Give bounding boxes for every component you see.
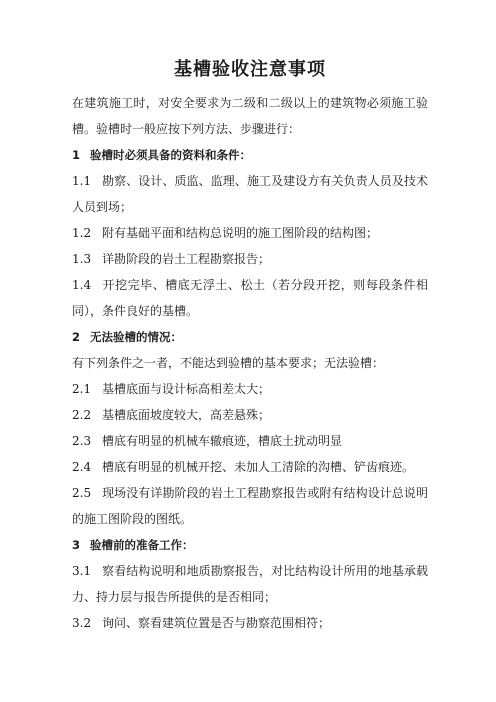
section-number: 2	[72, 330, 81, 344]
item-text: 基槽底面与设计标高相差太大；	[102, 382, 271, 396]
item-text: 勘察、设计、质监、监理、施工及建设方有关负责人员及技术人员到场；	[72, 174, 428, 214]
list-item	[72, 272, 428, 324]
item-text: 询问、察看建筑位置是否与勘察范围相符；	[102, 616, 331, 630]
item-text: 槽底有明显的机械开挖、未加人工清除的沟槽、铲齿痕迹。	[102, 460, 415, 474]
list-item	[72, 402, 428, 428]
item-number: 2.5	[72, 486, 92, 500]
section-lead: 有下列条件之一者，不能达到验槽的基本要求；无法验槽：	[72, 356, 385, 370]
list-item	[72, 220, 428, 246]
document-title: 基槽验收注意事项	[174, 59, 326, 80]
item-text: 附有基础平面和结构总说明的施工图阶段的结构图；	[102, 226, 379, 240]
item-number: 2.1	[72, 382, 92, 396]
intro-paragraph: 在建筑施工时，对安全要求为二级和二级以上的建筑物必须施工验槽。验槽时一般应按下列方法、步骤进行：	[72, 96, 428, 136]
list-item	[72, 454, 428, 480]
item-text: 详勘阶段的岩土工程勘察报告；	[102, 252, 271, 266]
list-item	[72, 246, 428, 272]
section-number: 1	[72, 148, 81, 162]
section-heading-text: 验槽时必须具备的资料和条件：	[90, 148, 251, 162]
list-item	[72, 558, 428, 610]
list-item	[72, 480, 428, 532]
section-heading-text: 验槽前的准备工作：	[90, 538, 194, 552]
list-item	[72, 428, 428, 454]
section-2-heading	[72, 324, 428, 350]
item-text: 槽底有明显的机械车辙痕迹，槽底土扰动明显	[102, 434, 343, 448]
item-text: 察看结构说明和地质勘察报告，对比结构设计所用的地基承载力、持力层与报告所提供的是否相同；	[72, 564, 428, 604]
item-number: 2.4	[72, 460, 92, 474]
section-3-heading	[72, 532, 428, 558]
section-1-heading	[72, 142, 428, 168]
list-item	[72, 376, 428, 402]
item-number: 2.3	[72, 434, 92, 448]
section-heading-text: 无法验槽的情况：	[90, 330, 182, 344]
item-text: 现场没有详勘阶段的岩土工程勘察报告或附有结构设计总说明的施工图阶段的图纸。	[72, 486, 428, 526]
item-number: 2.2	[72, 408, 92, 422]
document-page	[72, 58, 428, 636]
item-text: 开挖完毕、槽底无浮土、松土（若分段开挖，则每段条件相同），条件良好的基槽。	[72, 278, 428, 318]
section-number: 3	[72, 538, 81, 552]
item-text: 基槽底面坡度较大，高差悬殊；	[102, 408, 271, 422]
item-number: 1.4	[72, 278, 92, 292]
list-item	[72, 610, 428, 636]
item-number: 3.2	[72, 616, 92, 630]
item-number: 3.1	[72, 564, 92, 578]
item-number: 1.3	[72, 252, 92, 266]
item-number: 1.1	[72, 174, 92, 188]
list-item	[72, 168, 428, 220]
item-number: 1.2	[72, 226, 92, 240]
